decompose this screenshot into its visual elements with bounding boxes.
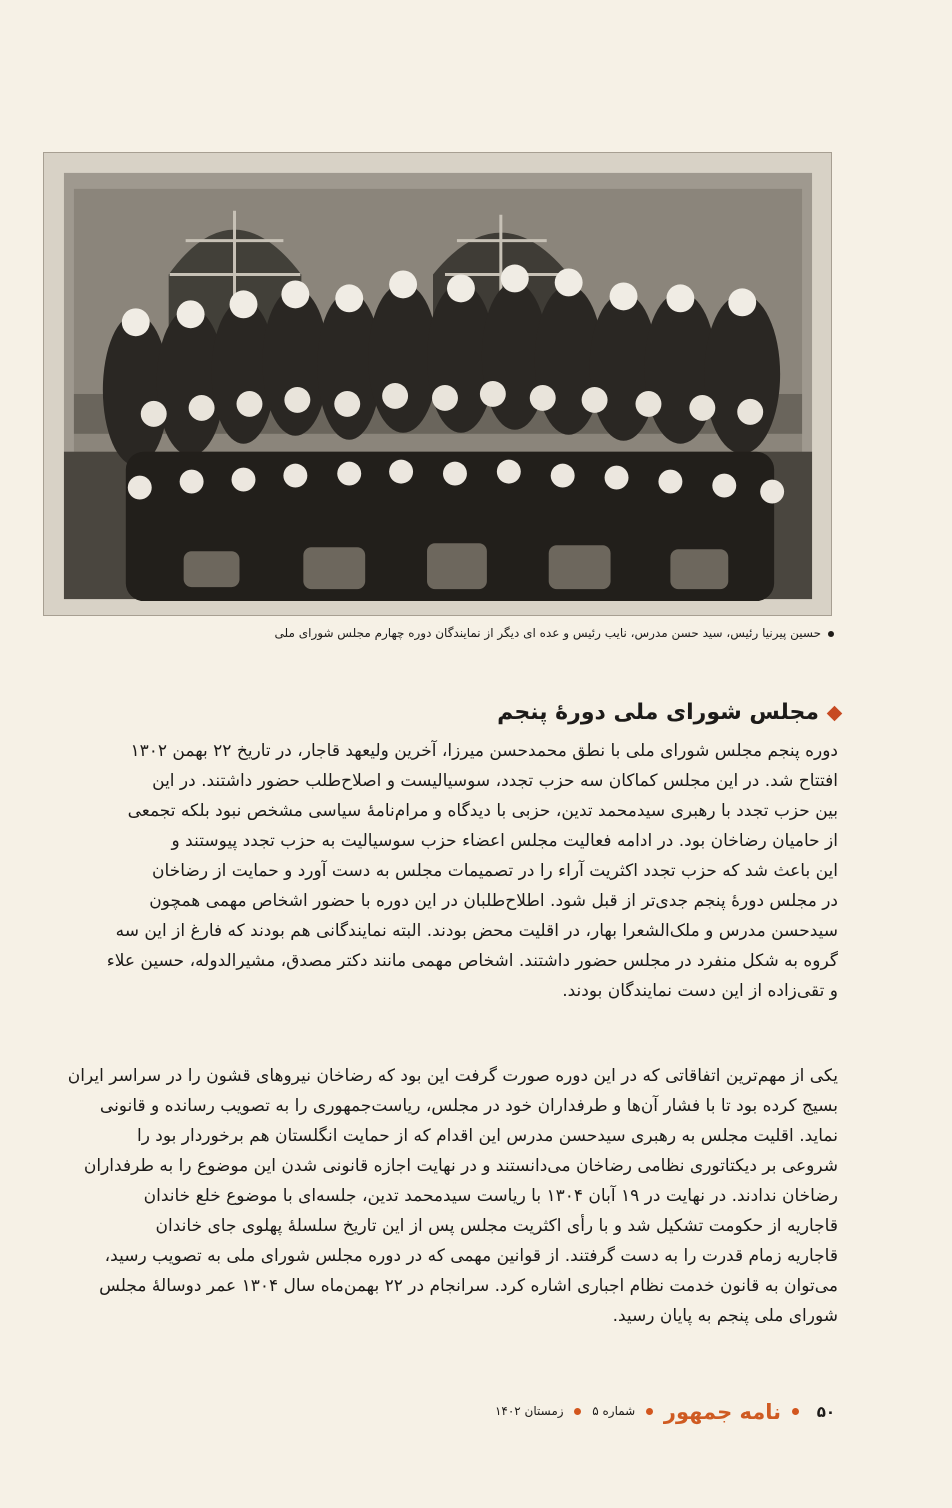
paragraph-line: شورای ملی پنجم به پایان رسید. xyxy=(612,1306,838,1326)
paragraph-2 xyxy=(44,1061,838,1331)
footer-dot-icon xyxy=(792,1408,799,1415)
paragraph-line: از حامیان رضاخان بود. در ادامه فعالیت مجلس اعضاء حزب سوسیالیت به حزب تجدد پیوستند و xyxy=(171,831,838,851)
paragraph-line: می‌توان به قانون خدمت نظام اجباری اشاره کرد. سرانجام در ۲۲ بهمن‌ماه سال ۱۳۰۴ عمر دوسالۀ مجلس xyxy=(99,1276,838,1296)
caption-bullet-icon xyxy=(828,631,834,637)
paragraph-line: و تقی‌زاده از این دست نمایندگان بودند. xyxy=(562,981,838,1001)
paragraph-line: رضاخان ندادند. در نهایت در ۱۹ آبان ۱۳۰۴ با ریاست سیدمحمد تدین، جلسه‌ای با موضوع خلع خاندان xyxy=(143,1186,838,1206)
section-title xyxy=(420,697,840,729)
issue-season: زمستان ۱۴۰۲ xyxy=(494,1404,564,1418)
paragraph-line: شروعی بر دیکتاتوری نظامی رضاخان می‌دانستند و در نهایت اجازه قانونی شدن این موضوع را به طرفداران xyxy=(83,1156,838,1176)
photo-caption xyxy=(134,621,834,645)
section-diamond-icon xyxy=(827,705,843,721)
footer-dot-icon xyxy=(574,1408,581,1415)
paragraph-line: این باعث شد که حزب تجدد اکثریت آراء را در تصمیمات مجلس به دست آورد و حمایت از رضاخان xyxy=(152,861,838,881)
paragraph-line: قاجاریه از حکومت تشکیل شد و با رأی اکثریت مجلس پس از این تاریخ سلسلۀ پهلوی جای خاندان xyxy=(155,1216,838,1236)
brand-logo: نامه جمهور xyxy=(663,1399,782,1424)
section-title-text: مجلس شورای ملی دورۀ پنجم xyxy=(497,700,819,725)
paragraph-line: بین حزب تجدد با رهبری سیدمحمد تدین، حزبی با دیدگاه و مرام‌نامۀ سیاسی مشخص نبود بلکه تجمعی xyxy=(127,801,838,821)
group-photo xyxy=(43,152,832,616)
group-photo-illustration xyxy=(44,153,831,615)
page-number: ۵۰ xyxy=(816,1402,835,1421)
paragraph-line: افتتاح شد. در این مجلس کماکان سه حزب تجدد، سوسیالیست و اصلاح‌طلب حضور داشتند. در این xyxy=(152,771,838,791)
paragraph-line: دوره پنجم مجلس شورای ملی با نطق محمدحسن میرزا، آخرین ولیعهد قاجار، در تاریخ ۲۲ بهمن ۱۳۰۲ xyxy=(130,741,838,761)
caption-text: حسین پیرنیا رئیس، سید حسن مدرس، نایب رئیس و عده ای دیگر از نمایندگان دوره چهارم مجلس شورای ملی xyxy=(274,626,821,640)
paragraph-line: نماید. اقلیت مجلس به رهبری سیدحسن مدرس این اقدام که از حمایت انگلستان هم برخوردار بود را xyxy=(136,1126,838,1146)
paragraph-1 xyxy=(44,736,838,1006)
paragraph-line: گروه به شکل منفرد در مجلس حضور داشتند. اشخاص مهمی مانند دکتر مصدق، مشیرالدوله، حسین علاء xyxy=(106,951,838,971)
paragraph-line: سیدحسن مدرس و ملک‌الشعرا بهار، در اقلیت محض بودند. البته نمایندگانی هم بودند که فارغ از این سه xyxy=(115,921,838,941)
footer-dot-icon xyxy=(646,1408,653,1415)
paragraph-line: بسیج کرده بود تا با فشار آن‌ها و طرفداران خود در مجلس، ریاست‌جمهوری را به تصویب رسانده و قانونی xyxy=(99,1096,838,1116)
issue-number: شماره ۵ xyxy=(592,1404,636,1418)
page-footer xyxy=(495,1399,835,1423)
paragraph-line: یکی از مهم‌ترین اتفاقاتی که در این دوره صورت گرفت این بود که رضاخان نیروهای قشون را در سراسر ایران xyxy=(67,1066,838,1086)
paragraph-line: در مجلس دورۀ پنجم جدی‌تر از قبل شود. اطلاح‌طلبان در این دوره با حضور اشخاص مهمی همچون xyxy=(149,891,838,911)
paragraph-line: قاجاریه زمام قدرت را به دست گرفتند. از قوانین مهمی که در دوره مجلس شورای ملی به تصویب رسید، xyxy=(104,1246,838,1266)
